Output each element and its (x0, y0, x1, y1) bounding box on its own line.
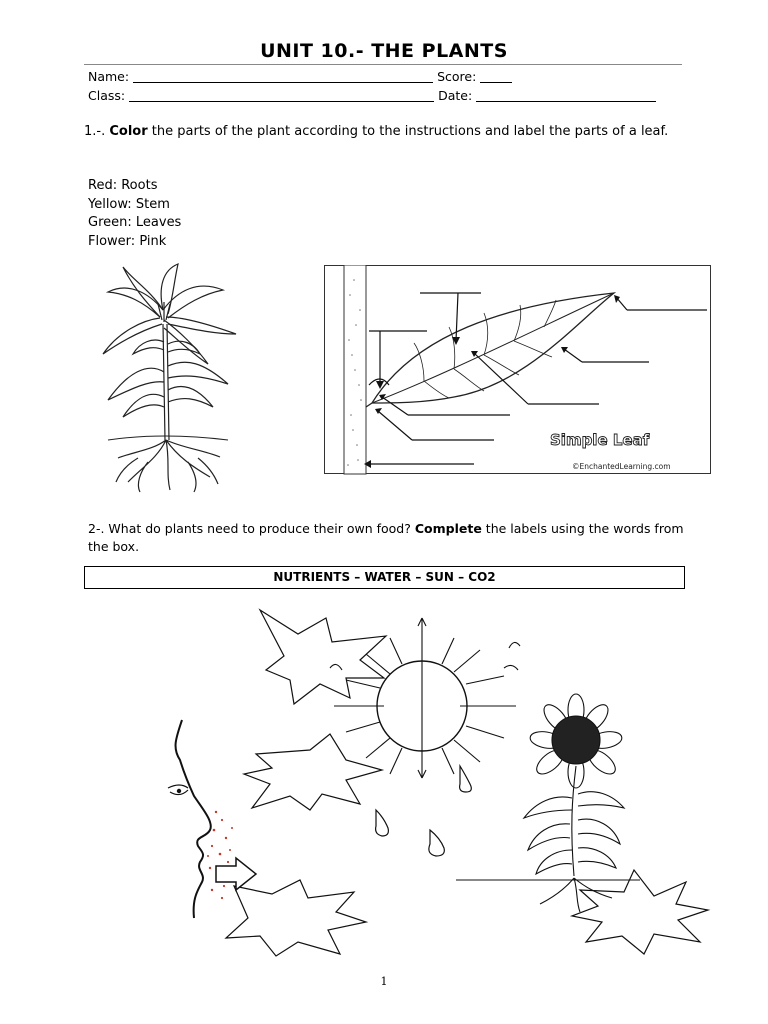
legend-item: Yellow: Stem (88, 196, 170, 212)
exercise-2-instructions (88, 520, 688, 556)
human-face (168, 720, 211, 918)
exercise-2-verb: Complete (414, 521, 482, 536)
score-label: Score: (437, 69, 477, 84)
water-drops (376, 766, 472, 856)
score-field[interactable] (480, 70, 512, 83)
exercise-1-instructions (84, 122, 684, 141)
name-label: Name: (88, 69, 130, 84)
date-label: Date: (438, 88, 473, 103)
answer-burst-bottom (226, 880, 366, 956)
legend-item: Flower: Pink (88, 233, 167, 249)
answer-burst-middle (244, 734, 382, 810)
sunflower (456, 694, 640, 912)
legend-item: Green: Leaves (88, 215, 182, 230)
exercise-2-question: 2-. What do plants need to produce their own food? (88, 521, 411, 536)
answer-burst-top (260, 610, 386, 704)
exercise-2-text: the labels using the words from the box. (88, 521, 684, 554)
page-number: 1 (380, 975, 388, 988)
word-box: NUTRIENTS – WATER – SUN – CO2 (84, 566, 685, 589)
exercise-1-text: the parts of the plant according to the instructions and label the parts of a leaf. (151, 124, 669, 139)
class-label: Class: (88, 88, 126, 103)
name-field[interactable] (133, 70, 433, 83)
exercise-1-number: 1.-. (84, 124, 106, 139)
page-title: UNIT 10.- THE PLANTS (260, 40, 508, 62)
leaf-diagram-title: Simple Leaf (550, 431, 650, 449)
answer-burst-right (572, 870, 708, 954)
legend-item: Red: Roots (88, 178, 158, 193)
exercise-1-verb: Color (109, 124, 148, 139)
color-legend (88, 177, 181, 251)
class-date-row (88, 88, 656, 103)
date-field[interactable] (476, 89, 656, 102)
title-divider (84, 64, 682, 65)
name-score-row (88, 69, 512, 84)
breath-arrow (216, 858, 256, 890)
photosynthesis-illustration (84, 598, 724, 958)
class-field[interactable] (129, 89, 434, 102)
leaf-diagram-credit: ©EnchantedLearning.com (572, 462, 671, 471)
lily-plant-illustration (78, 262, 248, 494)
simple-leaf-diagram (324, 265, 712, 475)
